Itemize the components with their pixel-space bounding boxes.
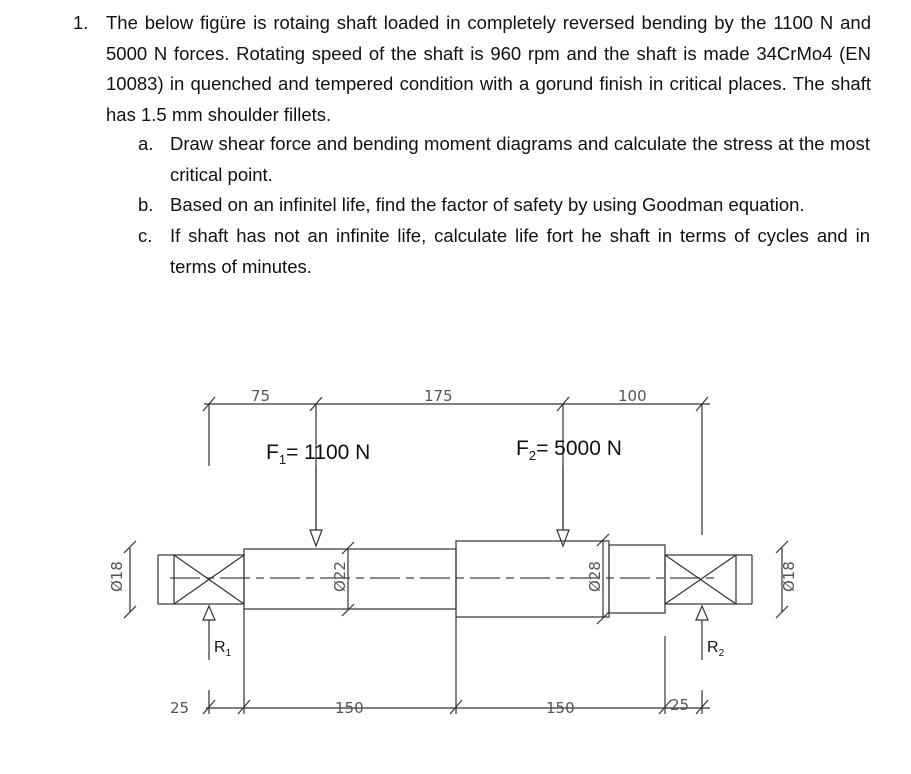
dim-75: 75 bbox=[251, 387, 271, 405]
shaft-section-d28 bbox=[609, 545, 665, 613]
dim-150-right: 150 bbox=[546, 699, 575, 717]
reaction1-label: $R_1$ bbox=[214, 639, 232, 659]
reaction2-label: $R_2$ bbox=[707, 639, 725, 659]
dim-150-left: 150 bbox=[335, 699, 364, 717]
force2-label: $F_2= 5000$ N bbox=[516, 437, 622, 463]
reaction1-arrowhead bbox=[203, 606, 215, 620]
reaction2-arrowhead bbox=[696, 606, 708, 620]
dia-22-label: Ø22 bbox=[331, 561, 349, 592]
dim-25-right: 25 bbox=[670, 696, 690, 714]
question-number: 1. bbox=[73, 12, 89, 33]
dia-right-label: Ø18 bbox=[780, 561, 798, 592]
part-b-text: Based on an infinitel life, find the factor of safety by using Goodman equation. bbox=[170, 194, 805, 215]
dim-25-left: 25 bbox=[170, 699, 190, 717]
force2-arrowhead bbox=[557, 530, 569, 546]
dim-100: 100 bbox=[618, 387, 647, 405]
force1-arrowhead bbox=[310, 530, 322, 546]
dia-left-label: Ø18 bbox=[108, 561, 126, 592]
shaft-section-d22 bbox=[244, 549, 456, 609]
part-a-label: a. bbox=[138, 133, 154, 154]
part-a-text: Draw shear force and bending moment diagrams and calculate the stress at the most critical point. bbox=[170, 133, 870, 185]
part-b-label: b. bbox=[138, 194, 154, 215]
part-c-text: If shaft has not an infinite life, calculate life fort he shaft in terms of cycles and in terms of minutes. bbox=[170, 225, 870, 277]
part-c-label: c. bbox=[138, 225, 153, 246]
question-text: The below figüre is rotaing shaft loaded in completely reversed bending by the 1100 N and 5000 N forces. Rotating speed of the shaft is 960 rpm and the shaft is made 34CrMo4 (EN 10083) in quenched and tempered condition with a gorund finish in critical places. The shaft has 1.5 mm shoulder fillets. bbox=[106, 12, 871, 125]
dia-28-label: Ø28 bbox=[586, 561, 604, 592]
dim-175: 175 bbox=[424, 387, 453, 405]
force1-label: $F_1= 1100$ N bbox=[266, 441, 371, 467]
